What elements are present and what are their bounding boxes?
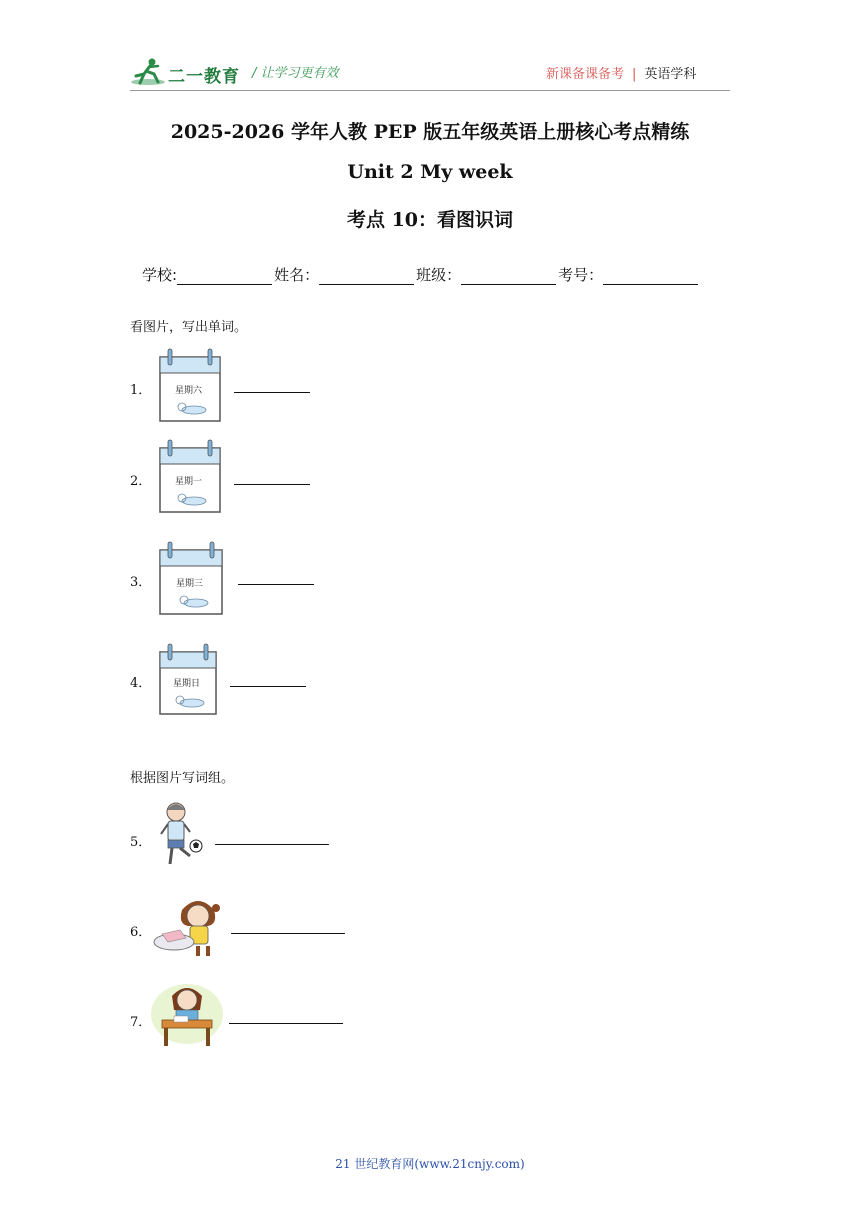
- item-number: 1．: [130, 383, 152, 398]
- calendar-label-2: 星期一: [175, 477, 203, 487]
- calendar-label-3: 星期三: [176, 579, 204, 589]
- header-right: [546, 63, 696, 82]
- footer: 21 世纪教育网(www.21cnjy.com): [335, 1157, 525, 1171]
- item-number: 4．: [130, 676, 152, 691]
- calendar-wednesday-icon: [158, 540, 224, 622]
- number-blank[interactable]: [603, 270, 698, 285]
- header-separator: |: [632, 67, 637, 82]
- class-blank[interactable]: [461, 270, 556, 285]
- student-info-row: [142, 264, 700, 285]
- page-title: 2025-2026 学年人教 PEP 版五年级英语上册核心考点精练: [170, 121, 690, 143]
- girl-doing-homework-icon: [150, 980, 224, 1056]
- item-number: 2．: [130, 474, 152, 489]
- girl-washing-clothes-icon: [152, 896, 226, 962]
- name-label: 姓名：: [274, 266, 320, 284]
- name-blank[interactable]: [319, 270, 414, 285]
- calendar-label-4: 星期日: [173, 679, 201, 689]
- answer-line-1[interactable]: [234, 392, 310, 393]
- number-label: 考号：: [558, 266, 604, 284]
- calendar-saturday-icon: [158, 347, 222, 429]
- logo-text: 二一教育: [168, 67, 240, 87]
- calendar-label-1: 星期六: [175, 386, 203, 396]
- item-number: 7．: [130, 1015, 152, 1030]
- slogan: / 让学习更有效: [252, 66, 339, 81]
- school-label: 学校:: [142, 266, 178, 284]
- item-number: 3．: [130, 575, 152, 590]
- unit-title: Unit 2 My week: [347, 161, 513, 183]
- answer-line-6[interactable]: [231, 933, 345, 934]
- header-subject: 英语学科: [644, 67, 697, 82]
- header-tagline: 新课备课备考: [546, 67, 625, 82]
- school-blank[interactable]: [177, 270, 272, 285]
- topic-title: 考点 10：看图识词: [346, 209, 514, 231]
- class-label: 班级：: [416, 266, 462, 284]
- header-divider: [130, 90, 730, 91]
- answer-line-5[interactable]: [215, 844, 329, 845]
- section1-instruction: 看图片，写出单词。: [130, 320, 248, 335]
- calendar-sunday-icon: [158, 642, 218, 722]
- boy-playing-football-icon: [156, 800, 206, 876]
- answer-line-2[interactable]: [234, 484, 310, 485]
- logo: [130, 56, 166, 86]
- item-number: 6．: [130, 925, 152, 940]
- runner-logo-icon: [130, 56, 166, 86]
- calendar-monday-icon: [158, 438, 222, 520]
- section2-instruction: 根据图片写词组。: [130, 771, 235, 786]
- answer-line-7[interactable]: [229, 1023, 343, 1024]
- answer-line-4[interactable]: [230, 686, 306, 687]
- item-number: 5．: [130, 835, 152, 850]
- answer-line-3[interactable]: [238, 584, 314, 585]
